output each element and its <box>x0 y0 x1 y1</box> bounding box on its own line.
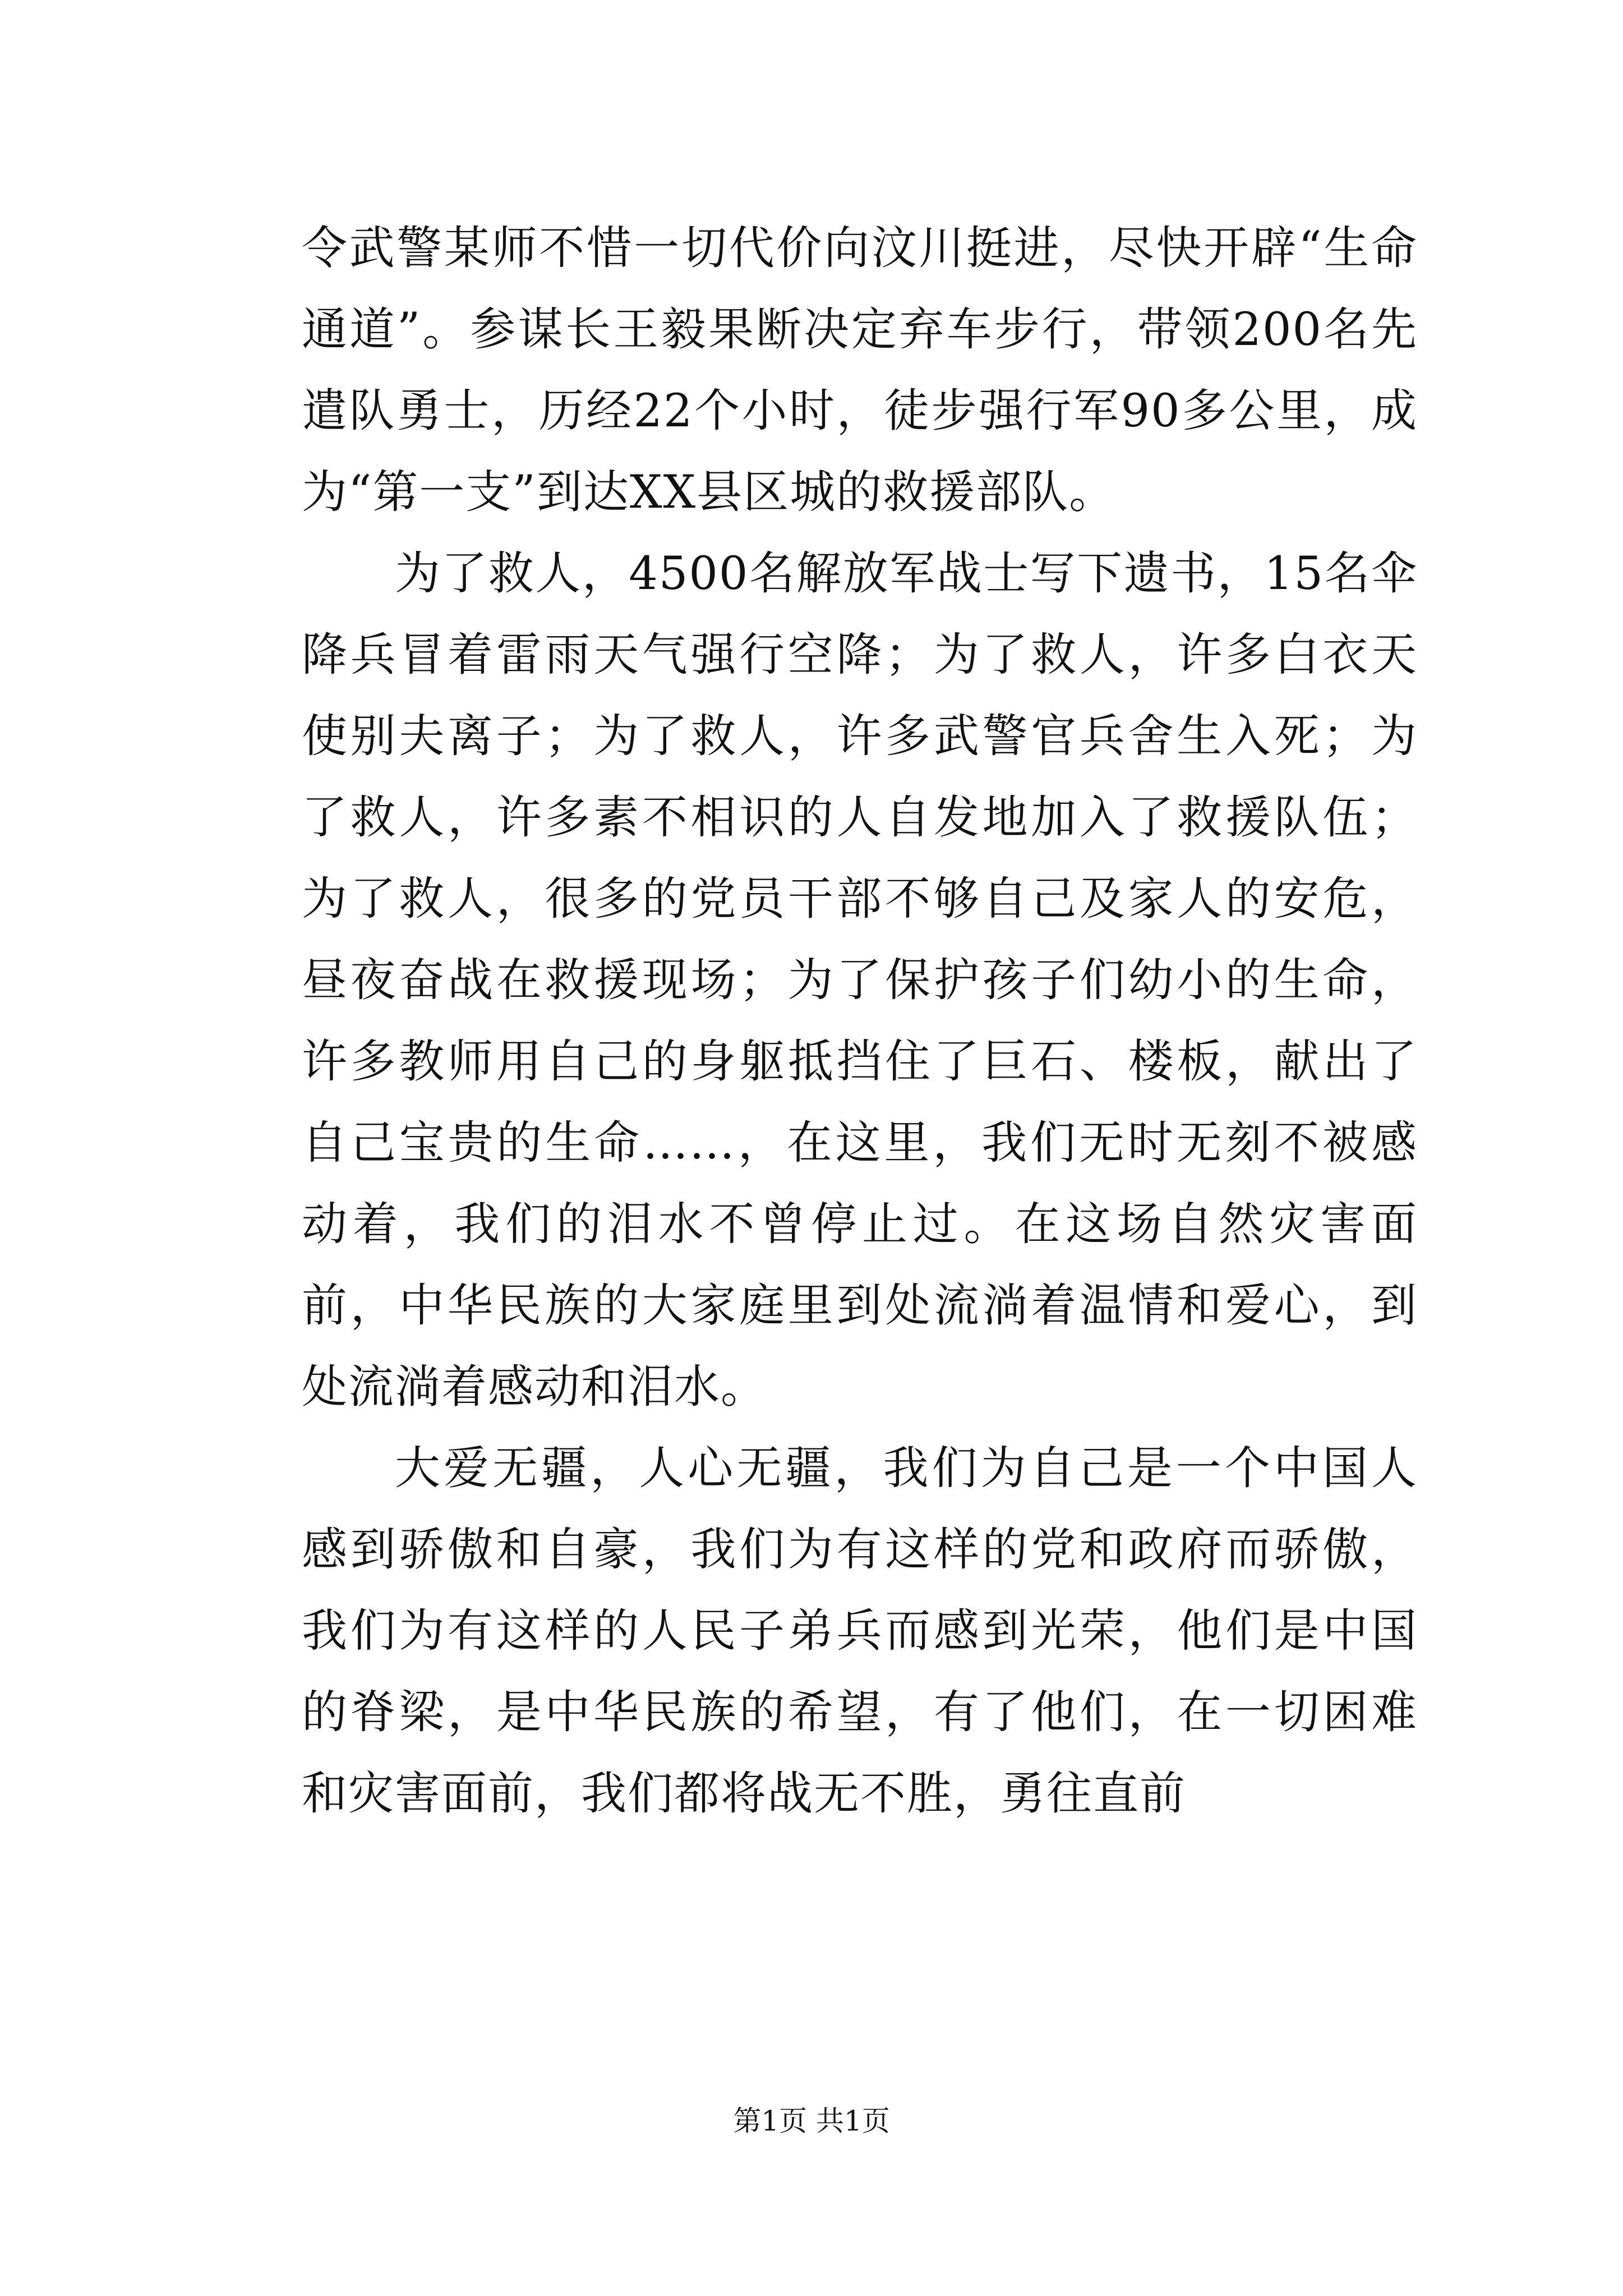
paragraph-3: 大爱无疆，人心无疆，我们为自己是一个中国人感到骄傲和自豪，我们为有这样的党和政府而骄傲，我们为有这样的人民子弟兵而感到光荣，他们是中国的脊梁，是中华民族的希望，有了他们，在一切困难和灾害面前，我们都将战无不胜，勇往直前 <box>302 1442 1418 1820</box>
paragraph-2: 为了救人，4500名解放军战士写下遗书，15名伞降兵冒着雷雨天气强行空降；为了救人，许多白衣天使别夫离子；为了救人，许多武警官兵舍生入死；为了救人，许多素不相识的人自发地加入了救援队伍；为了救人，很多的党员干部不够自己及家人的安危，昼夜奋战在救援现场；为了保护孩子们幼小的生命，许多教师用自己的身躯抵挡住了巨石、楼板，献出了自己宝贵的生命……，在这里，我们无时无刻不被感动着，我们的泪水不曾停止过。在这场自然灾害面前，中华民族的大家庭里到处流淌着温情和爱心，到处流淌着感动和泪水。 <box>302 547 1418 1414</box>
page-footer: 第1页 共1页 <box>733 2105 890 2137</box>
paragraph-1: 令武警某师不惜一切代价向汶川挺进，尽快开辟“生命通道”。参谋长王毅果断决定弃车步行，带领200名先遣队勇士，历经22个小时，徒步强行军90多公里，成为“第一支”到达XX县区城的救援部队。 <box>302 222 1418 519</box>
document-body <box>302 208 1418 1835</box>
